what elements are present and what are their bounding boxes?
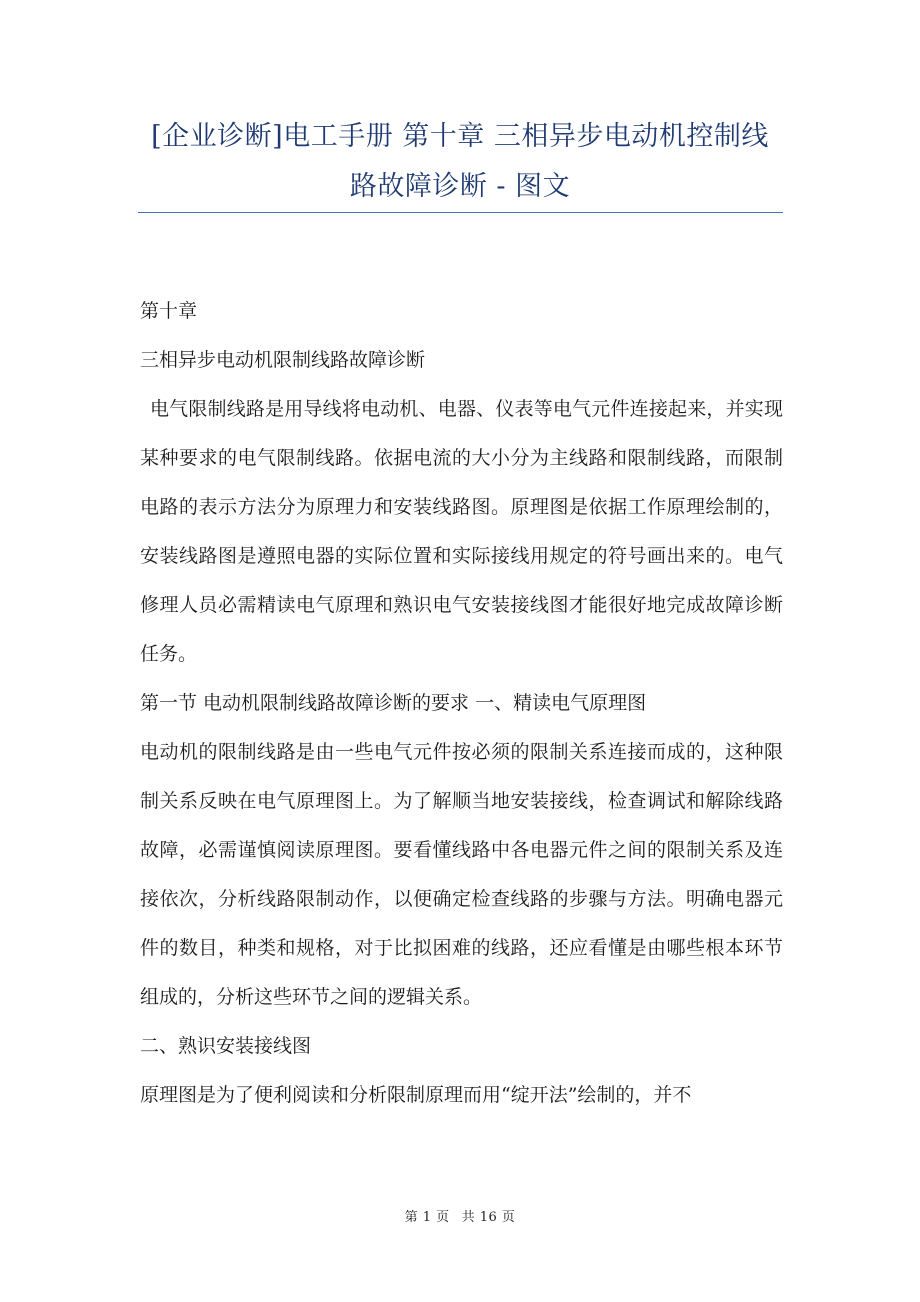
intro-paragraph: 电气限制线路是用导线将电动机、电器、仪表等电气元件连接起来，并实现某种要求的电气限制线路。依据电流的大小分为主线路和限制线路，而限制电路的表示方法分为原理力和安装线路图。原理图是依据工作原理绘制的，安装线路图是遵照电器的实际位置和实际接线用规定的符号画出来的。电气修理人员必需精读电气原理和熟识电气安装接线图才能很好地完成故障诊断任务。 [140,398,783,665]
document-title-line-2: 路故障诊断 - 图文 [349,171,571,202]
document-body [140,287,783,1120]
title-divider [138,212,783,213]
chapter-heading: 三相异步电动机限制线路故障诊断 [140,349,426,371]
section-heading: 第一节 电动机限制线路故障诊断的要求 一、精读电气原理图 [140,692,647,714]
subsection-heading: 二、熟识安装接线图 [140,1035,312,1057]
page-footer [0,1206,920,1225]
section-paragraph: 电动机的限制线路是由一些电气元件按必须的限制关系连接而成的，这种限制关系反映在电气原理图上。为了解顺当地安装接线，检查调试和解除线路故障，必需谨慎阅读原理图。要看懂线路中各电器元件之间的限制关系及连接依次，分析线路限制动作，以便确定检查线路的步骤与方法。明确电器元件的数目，种类和规格，对于比拟困难的线路，还应看懂是由哪些根本环节组成的，分析这些环节之间的逻辑关系。 [140,741,783,1008]
document-title [138,112,782,212]
chapter-label: 第十章 [140,300,198,322]
document-title-line-1: [企业诊断]电工手册 第十章 三相异步电动机控制线 [151,121,769,152]
page-number: 第 1 页 [404,1210,450,1225]
page-total: 共 16 页 [461,1210,516,1225]
subsection-paragraph: 原理图是为了便利阅读和分析限制原理而用“绽开法”绘制的，并不 [140,1084,692,1106]
